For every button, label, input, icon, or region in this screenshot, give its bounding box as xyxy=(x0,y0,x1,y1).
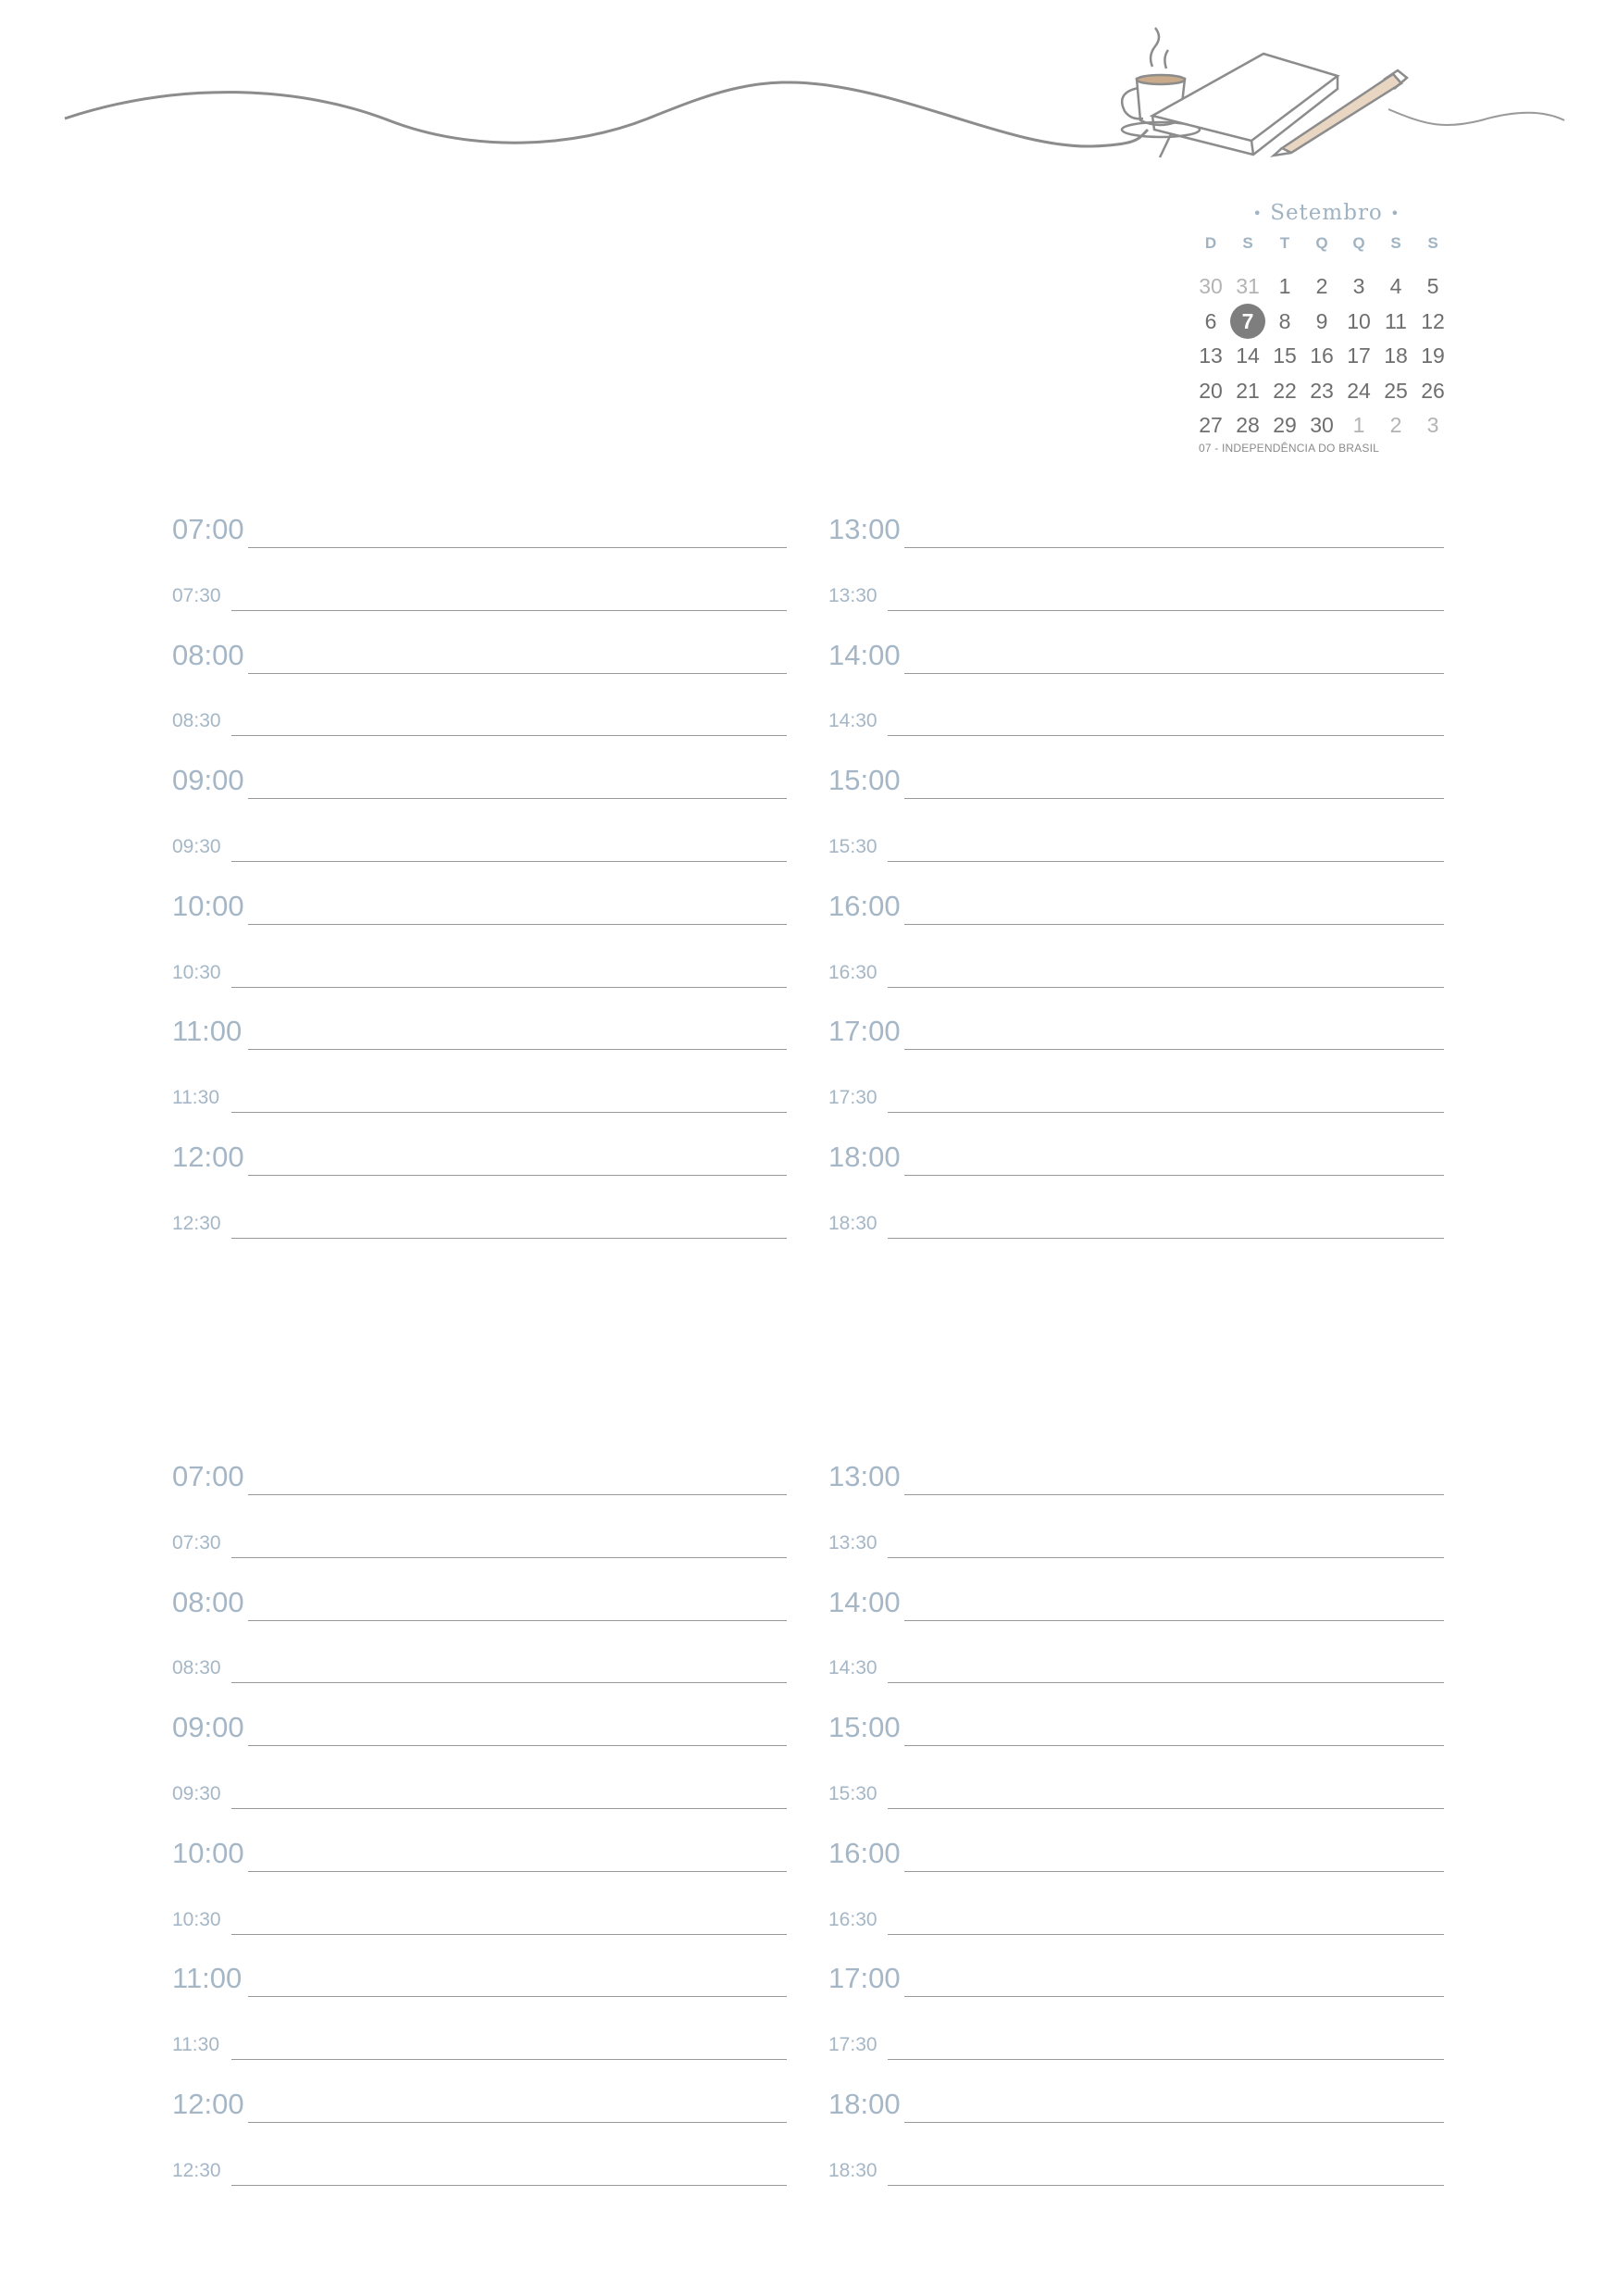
calendar-day: 9 xyxy=(1315,308,1328,333)
calendar-day: 3 xyxy=(1352,274,1365,298)
time-label: 18:30 xyxy=(828,2159,877,2181)
time-label: 14:00 xyxy=(828,638,901,671)
time-label: 13:30 xyxy=(828,1531,877,1554)
time-label: 11:00 xyxy=(172,1015,243,1048)
time-label: 15:30 xyxy=(828,1783,877,1804)
time-slot-row[interactable] xyxy=(172,699,787,736)
time-slot-row[interactable] xyxy=(828,1076,1444,1113)
time-slot-row[interactable] xyxy=(172,2023,787,2060)
time-slot-row[interactable] xyxy=(828,1458,1444,1495)
time-slot-row[interactable] xyxy=(828,1772,1444,1809)
writing-line xyxy=(904,924,1444,925)
time-label: 14:30 xyxy=(828,1657,877,1679)
time-label: 17:30 xyxy=(828,2034,877,2056)
calendar-day: 28 xyxy=(1236,413,1260,437)
time-label: 12:30 xyxy=(172,2159,221,2181)
time-label: 07:30 xyxy=(172,584,221,606)
calendar-weekday: S xyxy=(1427,234,1438,252)
writing-line xyxy=(904,1494,1444,1495)
time-slot-row[interactable] xyxy=(828,637,1444,674)
calendar-day: 10 xyxy=(1347,308,1371,333)
time-slot-row[interactable] xyxy=(172,1458,787,1495)
time-label: 09:00 xyxy=(172,764,244,797)
time-slot-row[interactable] xyxy=(172,511,787,548)
time-label: 08:00 xyxy=(172,1585,244,1618)
time-slot-row[interactable] xyxy=(828,888,1444,925)
time-slot-row[interactable] xyxy=(172,1772,787,1809)
calendar-month: Setembro xyxy=(1270,201,1383,225)
time-slot-row[interactable] xyxy=(828,1013,1444,1050)
wave-line xyxy=(65,82,1148,146)
writing-line xyxy=(231,1112,787,1113)
time-label: 09:00 xyxy=(172,1711,244,1744)
writing-line xyxy=(231,1808,787,1809)
time-label: 17:30 xyxy=(828,1087,877,1109)
writing-line xyxy=(248,547,787,548)
calendar-day: 26 xyxy=(1421,378,1445,403)
time-slot-row[interactable] xyxy=(828,1709,1444,1746)
writing-line xyxy=(231,2059,787,2060)
time-slot-row[interactable] xyxy=(828,574,1444,611)
calendar-day: 21 xyxy=(1236,378,1260,403)
calendar-day: 1 xyxy=(1352,413,1365,437)
bullet-icon: • xyxy=(1252,205,1263,222)
writing-line xyxy=(888,2185,1444,2186)
calendar-weekday: S xyxy=(1242,234,1253,252)
writing-line xyxy=(888,1682,1444,1683)
time-label: 10:00 xyxy=(172,889,244,922)
calendar-weekday-row xyxy=(1192,234,1461,256)
calendar-day: 31 xyxy=(1236,274,1260,298)
calendar-day: 24 xyxy=(1347,378,1371,403)
writing-line xyxy=(231,610,787,611)
time-label: 08:00 xyxy=(172,638,244,671)
time-slot-row[interactable] xyxy=(172,1076,787,1113)
writing-line xyxy=(904,1871,1444,1872)
writing-line xyxy=(248,1871,787,1872)
writing-line xyxy=(904,1049,1444,1050)
calendar-day: 20 xyxy=(1199,378,1223,403)
time-label: 10:00 xyxy=(172,1836,244,1869)
writing-line xyxy=(231,1557,787,1558)
time-slot-row[interactable] xyxy=(172,637,787,674)
time-slot-row[interactable] xyxy=(828,1835,1444,1872)
calendar-weekday: S xyxy=(1390,234,1401,252)
calendar-day: 30 xyxy=(1310,413,1334,437)
writing-line xyxy=(888,861,1444,862)
time-label: 10:30 xyxy=(172,1908,221,1930)
calendar-weekday: Q xyxy=(1352,234,1365,252)
time-slot-row[interactable] xyxy=(172,1139,787,1176)
time-label: 18:00 xyxy=(828,2088,901,2120)
writing-line xyxy=(248,1175,787,1176)
calendar-day: 6 xyxy=(1204,308,1217,333)
time-slot-row[interactable] xyxy=(828,1960,1444,1997)
calendar-weekday: Q xyxy=(1315,234,1328,252)
writing-line xyxy=(888,735,1444,736)
writing-line xyxy=(904,547,1444,548)
calendar-days-grid xyxy=(1192,268,1461,444)
time-label: 08:30 xyxy=(172,710,221,732)
time-slot-row[interactable] xyxy=(828,2149,1444,2186)
time-slot-row[interactable] xyxy=(172,1202,787,1239)
calendar-day: 1 xyxy=(1278,274,1291,298)
time-slot-row[interactable] xyxy=(828,1898,1444,1935)
writing-line xyxy=(248,1049,787,1050)
calendar-day: 17 xyxy=(1347,343,1371,368)
time-label: 14:00 xyxy=(828,1585,901,1618)
writing-line xyxy=(231,735,787,736)
time-label: 07:30 xyxy=(172,1531,221,1554)
calendar-month-title xyxy=(1192,199,1461,227)
writing-line xyxy=(888,610,1444,611)
calendar-day-highlighted: 7 xyxy=(1229,304,1266,339)
calendar-day: 13 xyxy=(1199,343,1223,368)
calendar-day: 5 xyxy=(1426,274,1439,298)
time-slot-row[interactable] xyxy=(172,1898,787,1935)
writing-line xyxy=(231,1238,787,1239)
time-slot-row[interactable] xyxy=(828,1646,1444,1683)
writing-line xyxy=(248,1620,787,1621)
writing-line xyxy=(904,798,1444,799)
time-slot-row[interactable] xyxy=(828,951,1444,988)
calendar-day: 2 xyxy=(1389,413,1402,437)
calendar-day: 27 xyxy=(1199,413,1223,437)
writing-line xyxy=(231,861,787,862)
header-illustration xyxy=(0,0,1618,176)
writing-line xyxy=(248,2122,787,2123)
writing-line xyxy=(904,1620,1444,1621)
time-label: 11:30 xyxy=(172,2034,219,2056)
time-slot-row[interactable] xyxy=(172,1013,787,1050)
time-slot-row[interactable] xyxy=(828,762,1444,799)
time-slot-row[interactable] xyxy=(172,1521,787,1558)
time-slot-row[interactable] xyxy=(172,1835,787,1872)
writing-line xyxy=(888,1112,1444,1113)
time-label: 11:00 xyxy=(172,1962,243,1995)
time-slot-row[interactable] xyxy=(172,1584,787,1621)
calendar-day: 4 xyxy=(1389,274,1402,298)
wave-line-tail xyxy=(1388,109,1564,125)
bullet-icon: • xyxy=(1390,205,1400,222)
time-label: 14:30 xyxy=(828,710,877,732)
time-label: 15:30 xyxy=(828,836,877,857)
writing-line xyxy=(248,924,787,925)
writing-line xyxy=(904,1175,1444,1176)
time-slot-row[interactable] xyxy=(172,888,787,925)
time-slot-row[interactable] xyxy=(172,2149,787,2186)
calendar-day: 23 xyxy=(1310,378,1334,403)
calendar-day: 30 xyxy=(1199,274,1223,298)
calendar-holiday-note: 07 - INDEPENDÊNCIA DO BRASIL xyxy=(1199,442,1379,455)
time-slot-row[interactable] xyxy=(828,825,1444,862)
time-label: 17:00 xyxy=(828,1962,901,1995)
time-label: 12:00 xyxy=(172,2088,244,2120)
time-slot-row[interactable] xyxy=(172,1646,787,1683)
writing-line xyxy=(904,2122,1444,2123)
calendar-weekday: T xyxy=(1279,234,1290,252)
writing-line xyxy=(888,1557,1444,1558)
writing-line xyxy=(888,1238,1444,1239)
time-slot-row[interactable] xyxy=(828,699,1444,736)
time-label: 07:00 xyxy=(172,1460,244,1492)
writing-line xyxy=(231,2185,787,2186)
time-slot-row[interactable] xyxy=(172,1960,787,1997)
writing-line xyxy=(231,1934,787,1935)
time-label: 07:00 xyxy=(172,513,244,545)
time-label: 13:00 xyxy=(828,513,901,545)
time-slot-row[interactable] xyxy=(828,1521,1444,1558)
time-label: 09:30 xyxy=(172,1783,221,1804)
time-label: 12:00 xyxy=(172,1141,244,1173)
time-label: 16:00 xyxy=(828,1836,901,1869)
time-label: 17:00 xyxy=(828,1015,901,1048)
time-slot-row[interactable] xyxy=(828,1584,1444,1621)
time-label: 11:30 xyxy=(172,1087,219,1109)
time-slot-row[interactable] xyxy=(172,1709,787,1746)
writing-line xyxy=(888,2059,1444,2060)
time-label: 13:00 xyxy=(828,1460,901,1492)
time-slot-row[interactable] xyxy=(172,951,787,988)
time-slot-row[interactable] xyxy=(828,2086,1444,2123)
writing-line xyxy=(231,1682,787,1683)
calendar-day: 29 xyxy=(1273,413,1297,437)
calendar-day: 12 xyxy=(1421,308,1445,333)
writing-line xyxy=(888,1808,1444,1809)
calendar-day: 15 xyxy=(1273,343,1297,368)
time-slot-row[interactable] xyxy=(172,2086,787,2123)
time-label: 12:30 xyxy=(172,1212,221,1234)
calendar-day: 18 xyxy=(1384,343,1408,368)
writing-line xyxy=(248,673,787,674)
time-slot-row[interactable] xyxy=(828,1202,1444,1239)
calendar-day: 19 xyxy=(1421,343,1445,368)
time-slot-row[interactable] xyxy=(828,1139,1444,1176)
calendar-day: 14 xyxy=(1236,343,1260,368)
time-label: 16:30 xyxy=(828,1908,877,1930)
time-label: 18:30 xyxy=(828,1212,877,1234)
writing-line xyxy=(248,1494,787,1495)
writing-line xyxy=(904,1745,1444,1746)
time-label: 15:00 xyxy=(828,1711,901,1744)
time-label: 18:00 xyxy=(828,1141,901,1173)
writing-line xyxy=(248,1745,787,1746)
time-slot-row[interactable] xyxy=(172,574,787,611)
writing-line xyxy=(888,1934,1444,1935)
writing-line xyxy=(904,673,1444,674)
calendar-day: 22 xyxy=(1273,378,1297,403)
writing-line xyxy=(888,987,1444,988)
writing-line xyxy=(248,1996,787,1997)
time-slot-row[interactable] xyxy=(828,511,1444,548)
writing-line xyxy=(231,987,787,988)
time-label: 16:30 xyxy=(828,961,877,983)
calendar-day: 2 xyxy=(1315,274,1328,298)
time-label: 10:30 xyxy=(172,961,221,983)
time-slot-row[interactable] xyxy=(172,762,787,799)
calendar-weekday: D xyxy=(1204,234,1217,252)
writing-line xyxy=(248,798,787,799)
time-label: 13:30 xyxy=(828,584,877,606)
writing-line xyxy=(904,1996,1444,1997)
time-slot-row[interactable] xyxy=(828,2023,1444,2060)
calendar-day: 25 xyxy=(1384,378,1408,403)
time-label: 16:00 xyxy=(828,889,901,922)
time-label: 15:00 xyxy=(828,764,901,797)
calendar-day: 11 xyxy=(1385,308,1407,333)
time-label: 08:30 xyxy=(172,1657,221,1679)
calendar-day: 3 xyxy=(1426,413,1439,437)
time-label: 09:30 xyxy=(172,836,221,857)
calendar-day: 8 xyxy=(1278,308,1291,333)
time-slot-row[interactable] xyxy=(172,825,787,862)
calendar-day: 16 xyxy=(1310,343,1334,368)
